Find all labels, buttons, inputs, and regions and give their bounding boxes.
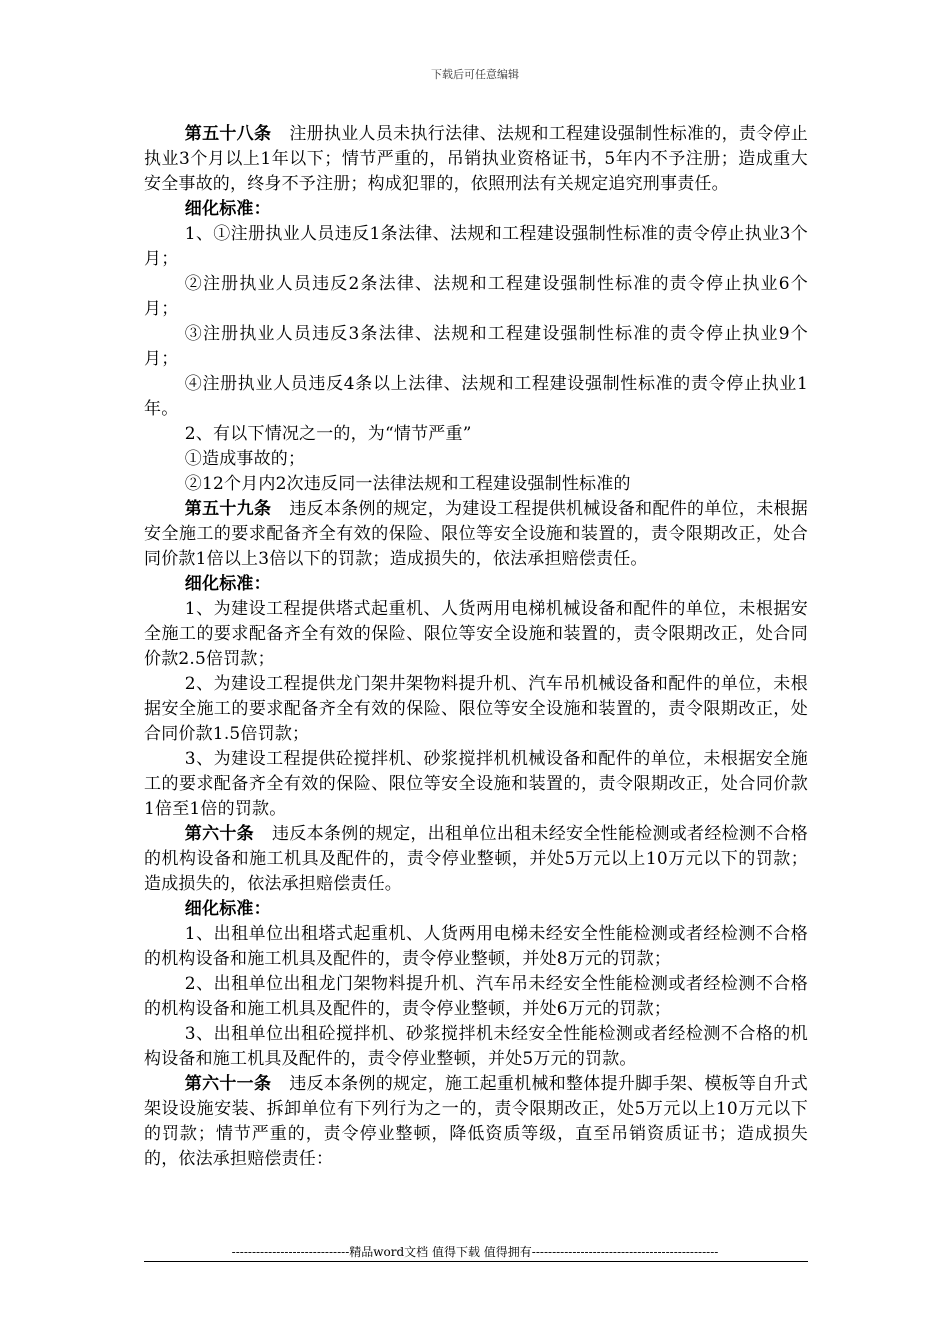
article-58-item: ④注册执业人员违反4条以上法律、法规和工程建设强制性标准的责令停止执业1年。 [144, 374, 808, 419]
page-footer: -----------------------------精品word文档 值得下载 值得拥有---------------------------------------------- [231, 1245, 719, 1259]
article-60-text: 违反本条例的规定，出租单位出租未经安全性能检测或者经检测不合格的机构设备和施工机具及配件的，责令停业整顿，并处5万元以上10万元以下的罚款；造成损失的，依法承担赔偿责任。 [144, 824, 808, 894]
article-58-text: 注册执业人员未执行法律、法规和工程建设强制性标准的，责令停止执业3个月以上1年以下；情节严重的，吊销执业资格证书，5年内不予注册；造成重大安全事故的，终身不予注册；构成犯罪的，依照刑法有关规定追究刑事责任。 [144, 124, 809, 194]
article-60 [144, 822, 808, 897]
article-60-title: 第六十条 [184, 824, 254, 844]
article-61 [144, 1072, 808, 1172]
page-header: 下载后可任意编辑 [431, 68, 519, 81]
article-58-item: ②12个月内2次违反同一法律法规和工程建设强制性标准的 [184, 474, 631, 494]
article-59-title: 第五十九条 [184, 499, 272, 519]
article-59-item: 3、为建设工程提供砼搅拌机、砂浆搅拌机机械设备和配件的单位，未根据安全施工的要求配备齐全有效的保险、限位等安全设施和装置的，责令限期改正，处合同价款1倍至1倍的罚款。 [144, 749, 808, 819]
article-58-item: ①造成事故的； [184, 449, 306, 469]
article-61-title: 第六十一条 [184, 1074, 272, 1094]
article-60-item: 3、出租单位出租砼搅拌机、砂浆搅拌机未经安全性能检测或者经检测不合格的机构设备和施工机具及配件的，责令停业整顿，并处5万元的罚款。 [144, 1024, 808, 1069]
article-58 [144, 122, 808, 197]
article-58-item: 1、①注册执业人员违反1条法律、法规和工程建设强制性标准的责令停止执业3个月； [144, 224, 808, 269]
article-61-text: 违反本条例的规定，施工起重机械和整体提升脚手架、模板等自升式架设设施安装、拆卸单位有下列行为之一的，责令限期改正，处5万元以上10万元以下的罚款；情节严重的，责令停业整顿，降低资质等级，直至吊销资质证书；造成损失的，依法承担赔偿责任： [144, 1074, 809, 1169]
article-59-text: 违反本条例的规定，为建设工程提供机械设备和配件的单位，未根据安全施工的要求配备齐全有效的保险、限位等安全设施和装置的，责令限期改正，处合同价款1倍以上3倍以下的罚款；造成损失的，依法承担赔偿责任。 [144, 499, 809, 569]
article-59-heading: 细化标准： [184, 574, 271, 594]
article-60-heading: 细化标准： [184, 899, 271, 919]
article-58-item: 2、有以下情况之一的，为“情节严重” [184, 424, 472, 444]
article-59-item: 2、为建设工程提供龙门架井架物料提升机、汽车吊机械设备和配件的单位，未根据安全施工的要求配备齐全有效的保险、限位等安全设施和装置的，责令限期改正，处合同价款1.5倍罚款； [144, 674, 808, 744]
article-60-item: 2、出租单位出租龙门架物料提升机、汽车吊未经安全性能检测或者经检测不合格的机构设备和施工机具及配件的，责令停业整顿，并处6万元的罚款； [144, 974, 808, 1019]
article-58-item: ②注册执业人员违反2条法律、法规和工程建设强制性标准的责令停止执业6个月； [144, 274, 808, 319]
article-59-item: 1、为建设工程提供塔式起重机、人货两用电梯机械设备和配件的单位，未根据安全施工的要求配备齐全有效的保险、限位等安全设施和装置的，责令限期改正，处合同价款2.5倍罚款； [144, 599, 808, 669]
article-58-item: ③注册执业人员违反3条法律、法规和工程建设强制性标准的责令停止执业9个月； [144, 324, 808, 369]
document-body [144, 122, 808, 1172]
footer-divider [144, 1261, 808, 1262]
article-58-title: 第五十八条 [184, 124, 272, 144]
article-59 [144, 497, 808, 572]
article-58-heading: 细化标准： [184, 199, 271, 219]
article-60-item: 1、出租单位出租塔式起重机、人货两用电梯未经安全性能检测或者经检测不合格的机构设备和施工机具及配件的，责令停业整顿，并处8万元的罚款； [144, 924, 808, 969]
